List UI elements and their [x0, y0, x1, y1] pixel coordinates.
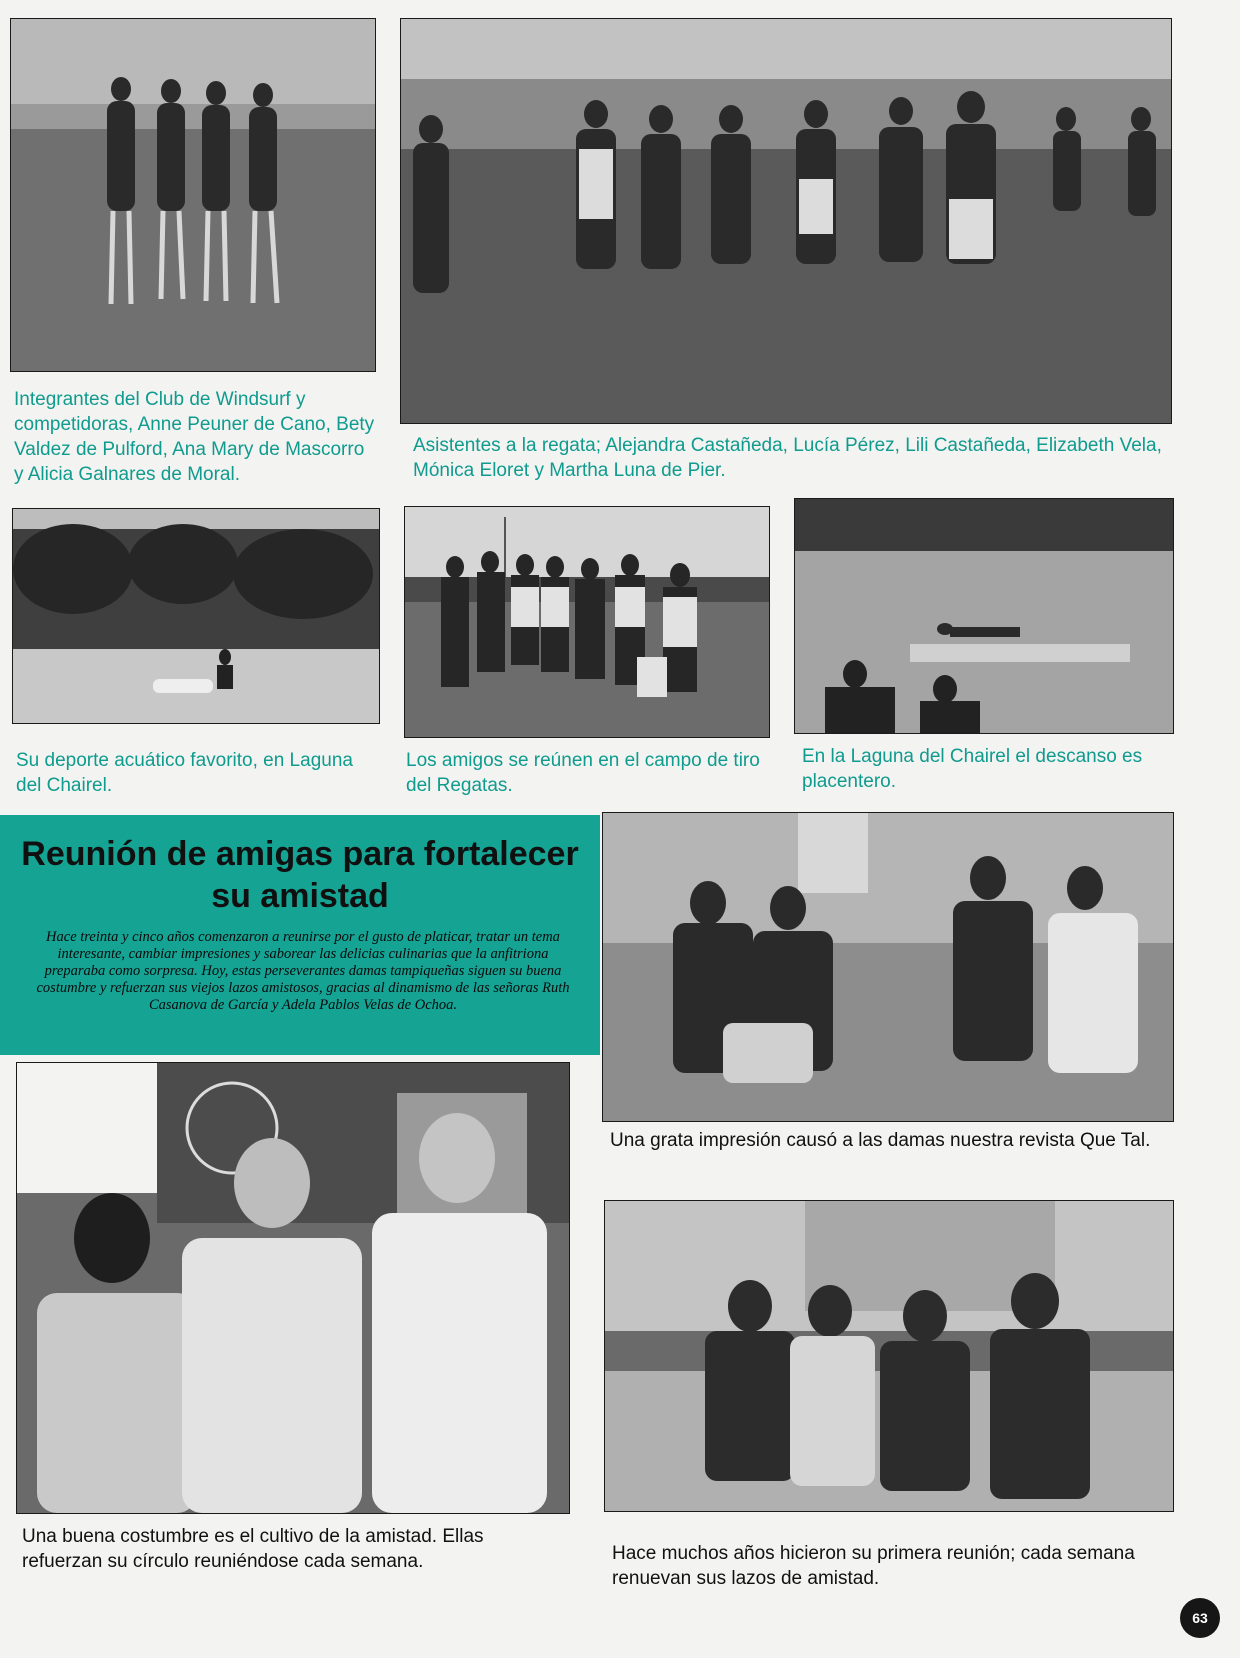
photo-ladies-reading-magazine — [602, 812, 1174, 1122]
photo-four-ladies-sofa — [604, 1200, 1174, 1512]
caption-chairel-lagoon: En la Laguna del Chairel el descanso es placentero. — [802, 746, 1143, 792]
feature-title: Reunión de amigas para fortalecer su amistad — [21, 835, 579, 915]
caption-shooting-range: Los amigos se reúnen en el campo de tiro del Regatas. — [406, 750, 760, 796]
photo-shooting-range-friends — [404, 506, 770, 738]
page-number: 63 — [1180, 1598, 1220, 1638]
photo-jet-ski — [12, 508, 380, 724]
photo-windsurf-club — [10, 18, 376, 372]
caption-windsurf-club: Integrantes del Club de Windsurf y competidoras, Anne Peuner de Cano, Bety Valdez de Pulford, Ana Mary de Mascorro y Alicia Galnares de Moral. — [14, 389, 375, 485]
photo-chairel-lagoon-rest — [794, 498, 1174, 734]
photo-three-ladies — [16, 1062, 570, 1514]
caption-three-ladies: Una buena costumbre es el cultivo de la amistad. Ellas refuerzan su círculo reuniéndose cada semana. — [22, 1526, 484, 1572]
caption-jet-ski: Su deporte acuático favorito, en Laguna del Chairel. — [16, 750, 353, 796]
caption-ladies-reading-magazine: Una grata impresión causó a las damas nuestra revista Que Tal. — [610, 1130, 1151, 1151]
caption-four-ladies: Hace muchos años hicieron su primera reunión; cada semana renuevan sus lazos de amistad. — [612, 1543, 1135, 1589]
feature-intro: Hace treinta y cinco años comenzaron a reunirse por el gusto de platicar, tratar un tema interesante, cambiar impresiones y saborear las delicias culinarias que la anfitriona preparaba como sorpresa. Hoy, estas perseverantes damas tampiqueñas siguen su buena costumbre y refuerzan sus viejos lazos amistosos, gracias al dinamismo de las señoras Ruth Casanova de García y Adela Pablos Velas de Ochoa. — [36, 929, 570, 1013]
caption-regatta-attendees: Asistentes a la regata; Alejandra Castañeda, Lucía Pérez, Lili Castañeda, Elizabeth Vela, Mónica Eloret y Martha Luna de Pier. — [413, 435, 1162, 481]
feature-box — [0, 815, 600, 1055]
photo-regatta-attendees — [400, 18, 1172, 424]
